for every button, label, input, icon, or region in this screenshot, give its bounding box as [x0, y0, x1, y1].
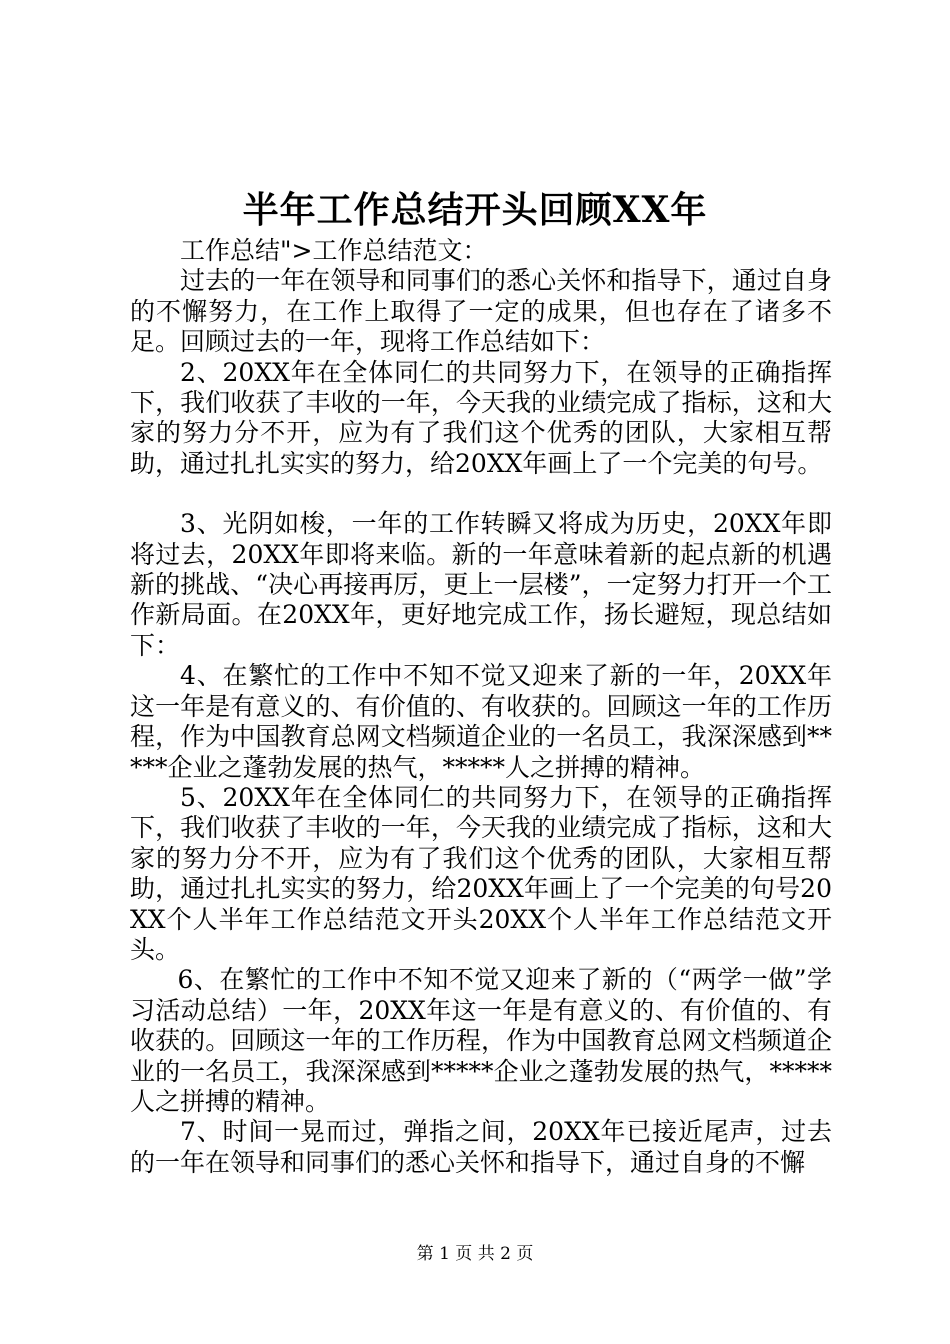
paragraph-7: 7、时间一晃而过，弹指之间，20XX年已接近尾声，过去的一年在领导和同事们的悉心关怀和指导下，通过自身的不懈 [130, 1117, 832, 1177]
page-number-footer: 第 1 页 共 2 页 [416, 1244, 534, 1264]
paragraph-1: 过去的一年在领导和同事们的悉心关怀和指导下，通过自身的不懈努力，在工作上取得了一定的成果，但也存在了诸多不足。回顾过去的一年，现将工作总结如下： [130, 266, 832, 357]
paragraph-5: 5、20XX年在全体同仁的共同努力下，在领导的正确指挥下，我们收获了丰收的一年，今天我的业绩完成了指标，这和大家的努力分不开，应为有了我们这个优秀的团队，大家相互帮助，通过扎扎实实的努力，给20XX年画上了一个完美的句号20XX个人半年工作总结范文开头20XX个人半年工作总结范文开头。 [130, 782, 832, 964]
paragraph-3: 3、光阴如梭，一年的工作转瞬又将成为历史，20XX年即将过去，20XX年即将来临。新的一年意味着新的起点新的机遇新的挑战、“决心再接再厉，更上一层楼”，一定努力打开一个工作新局面。在20XX年，更好地完成工作，扬长避短，现总结如下： [130, 509, 832, 660]
document-body [130, 236, 832, 1178]
paragraph-2: 2、20XX年在全体同仁的共同努力下，在领导的正确指挥下，我们收获了丰收的一年，今天我的业绩完成了指标，这和大家的努力分不开，应为有了我们这个优秀的团队，大家相互帮助，通过扎扎实实的努力，给20XX年画上了一个完美的句号。 [130, 357, 832, 478]
paragraph-4: 4、在繁忙的工作中不知不觉又迎来了新的一年，20XX年这一年是有意义的、有价值的、有收获的。回顾这一年的工作历程，作为中国教育总网文档频道企业的一名员工，我深深感到*****企业之蓬勃发展的热气，*****人之拼搏的精神。 [130, 661, 832, 782]
paragraph-6: 6、在繁忙的工作中不知不觉又迎来了新的（“两学一做”学习活动总结）一年，20XX年这一年是有意义的、有价值的、有收获的。回顾这一年的工作历程，作为中国教育总网文档频道企业的一名员工，我深深感到*****企业之蓬勃发展的热气，*****人之拼搏的精神。 [130, 965, 832, 1116]
paragraph-intro-label: 工作总结">工作总结范文： [180, 236, 488, 265]
document-title: 半年工作总结开头回顾XX年 [242, 189, 708, 231]
